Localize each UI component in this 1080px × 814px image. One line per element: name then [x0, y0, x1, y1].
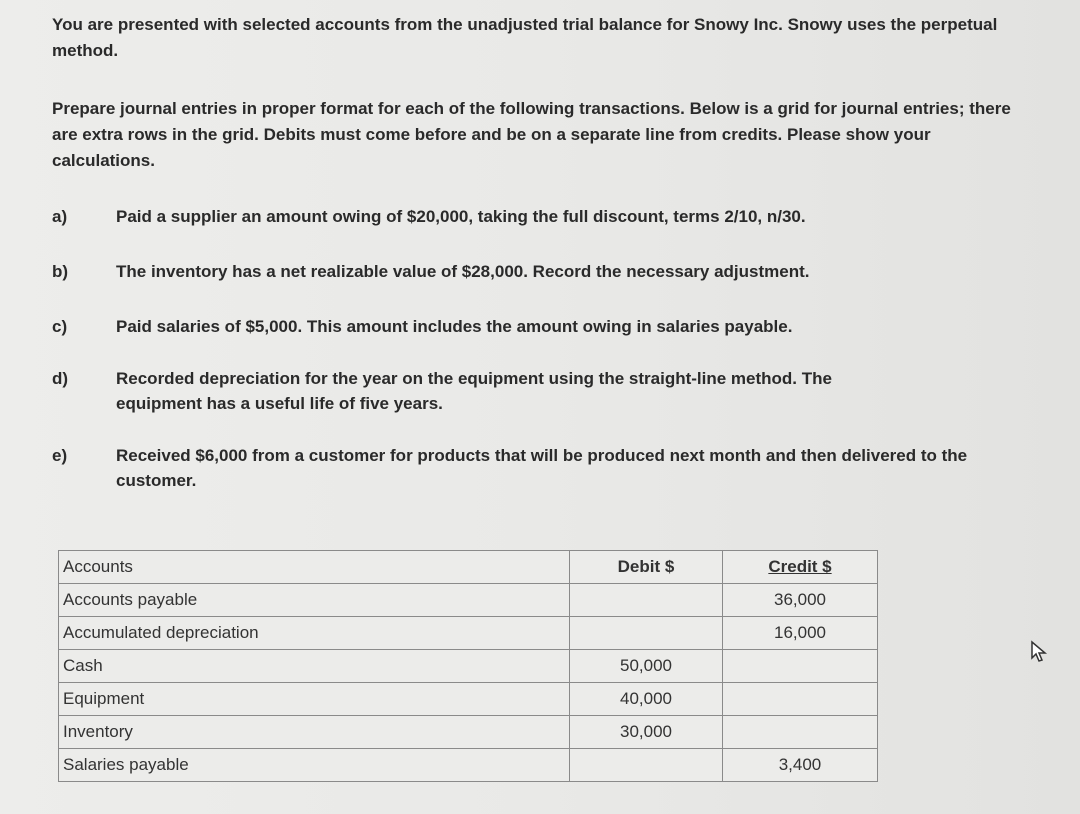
- table-header-row: [59, 551, 878, 584]
- debit-cell: [570, 749, 723, 782]
- item-label: b): [52, 262, 69, 281]
- item-label: a): [52, 207, 68, 226]
- instructions-paragraph: Prepare journal entries in proper format for each of the following transactions. Below is a grid for journal entries; there are extra rows in the grid. Debits must come before and be on a separate line from credits. Please show your calculations.: [52, 99, 1011, 170]
- item-text: Paid a supplier an amount owing of $20,000, taking the full discount, terms 2/10, n/30.: [116, 207, 806, 226]
- credit-cell: [723, 650, 878, 683]
- item-label: c): [52, 317, 68, 336]
- table-row: [59, 584, 878, 617]
- header-credit: Credit $: [723, 551, 878, 584]
- debit-cell: [570, 617, 723, 650]
- table-row: [59, 617, 878, 650]
- account-cell: Equipment: [59, 683, 570, 716]
- trial-balance-table: [58, 550, 878, 782]
- item-text: Paid salaries of $5,000. This amount includes the amount owing in salaries payable.: [116, 317, 793, 336]
- debit-cell: 40,000: [570, 683, 723, 716]
- table-row: [59, 683, 878, 716]
- mouse-pointer-icon: [1028, 640, 1052, 664]
- credit-cell: 3,400: [723, 749, 878, 782]
- debit-cell: [570, 584, 723, 617]
- item-label: d): [52, 369, 69, 388]
- debit-cell: 50,000: [570, 650, 723, 683]
- account-cell: Accumulated depreciation: [59, 617, 570, 650]
- credit-cell: [723, 683, 878, 716]
- item-text: Received $6,000 from a customer for products that will be produced next month and then delivered to the customer.: [116, 446, 968, 490]
- account-cell: Cash: [59, 650, 570, 683]
- credit-cell: 36,000: [723, 584, 878, 617]
- account-cell: Inventory: [59, 716, 570, 749]
- table-row: [59, 749, 878, 782]
- header-debit: Debit $: [570, 551, 723, 584]
- header-accounts: Accounts: [59, 551, 570, 584]
- credit-cell: 16,000: [723, 617, 878, 650]
- item-text: Recorded depreciation for the year on the equipment using the straight-line method. The equipment has a useful life of five years.: [116, 369, 832, 413]
- item-label: e): [52, 446, 68, 465]
- account-cell: Salaries payable: [59, 749, 570, 782]
- table-row: [59, 650, 878, 683]
- item-text: The inventory has a net realizable value of $28,000. Record the necessary adjustment.: [116, 262, 810, 281]
- credit-cell: [723, 716, 878, 749]
- intro-paragraph: You are presented with selected accounts from the unadjusted trial balance for Snowy Inc. Snowy uses the perpetual method.: [52, 15, 998, 60]
- account-cell: Accounts payable: [59, 584, 570, 617]
- debit-cell: 30,000: [570, 716, 723, 749]
- table-row: [59, 716, 878, 749]
